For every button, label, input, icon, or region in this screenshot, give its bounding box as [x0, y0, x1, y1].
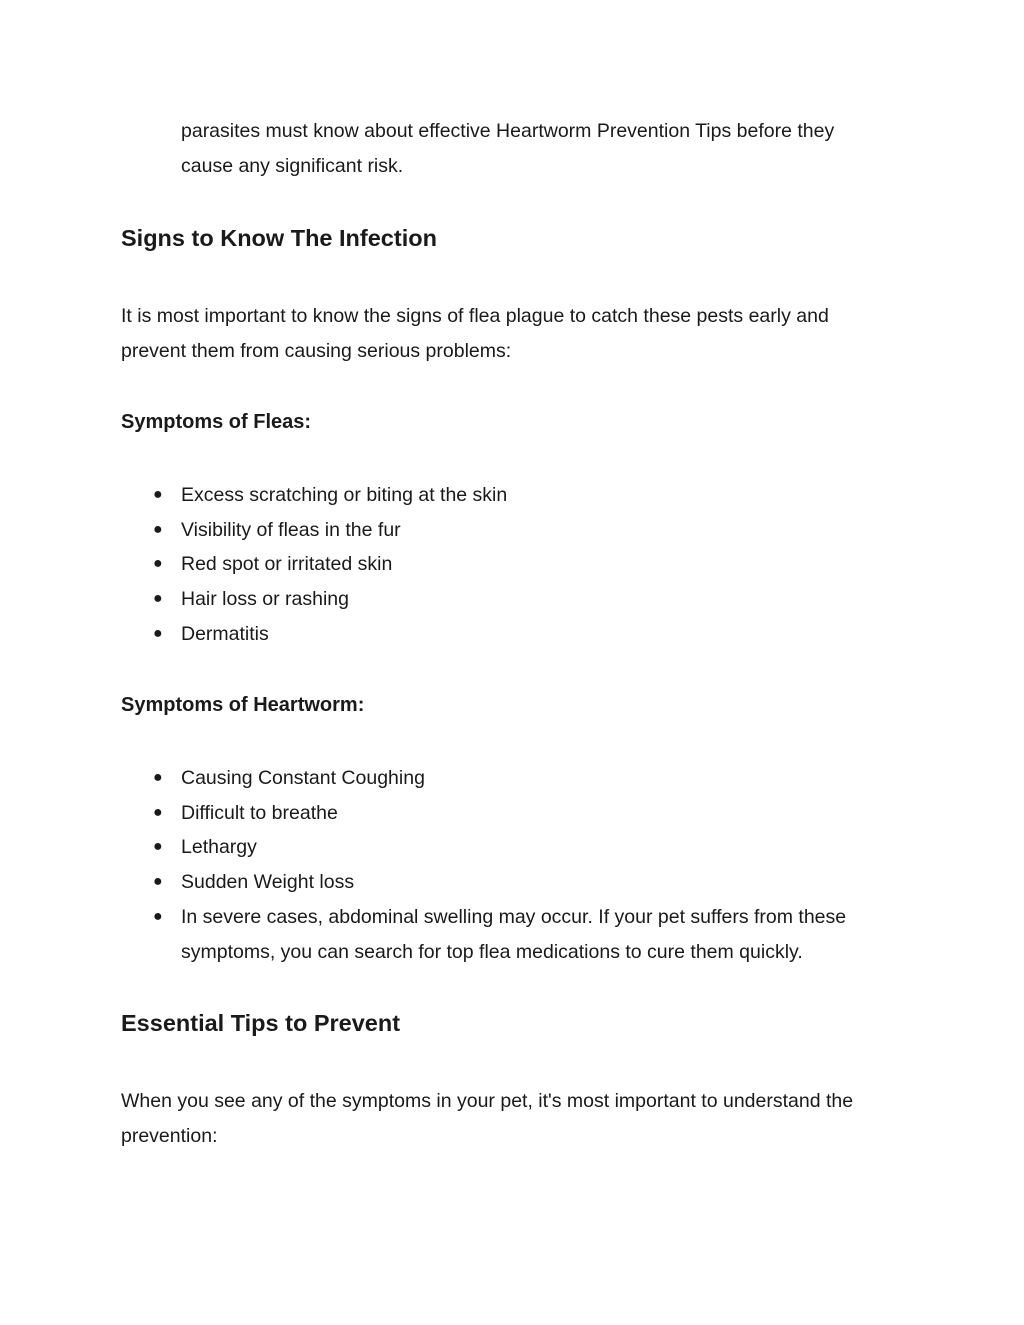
bullet-icon: ● [153, 624, 163, 642]
bullet-icon: ● [153, 838, 163, 856]
list-item: ● Red spot or irritated skin [121, 547, 901, 582]
bullet-icon: ● [153, 803, 163, 821]
list-item: ● Lethargy [121, 830, 881, 865]
list-item: ● Visibility of fleas in the fur [121, 513, 901, 548]
prevent-section-heading: Essential Tips to Prevent [121, 1010, 401, 1036]
prevent-section-paragraph: When you see any of the symptoms in your pet, it's most important to understand the prevention: [121, 1090, 854, 1147]
signs-section-paragraph: It is most important to know the signs of flea plague to catch these pests early and prevent them from causing serious problems: [121, 305, 829, 362]
bullet-icon: ● [153, 590, 163, 608]
bullet-icon: ● [153, 555, 163, 573]
fleas-symptoms-list [121, 478, 901, 652]
bullet-icon: ● [153, 907, 163, 925]
list-item: ● Hair loss or rashing [121, 582, 901, 617]
list-item: ● In severe cases, abdominal swelling may occur. If your pet suffers from these symptoms, you can search for top flea medications to cure them quickly. [121, 900, 881, 969]
list-item: ● Sudden Weight loss [121, 865, 881, 900]
fleas-symptoms-heading: Symptoms of Fleas: [121, 411, 312, 433]
list-item: ● Dermatitis [121, 617, 901, 652]
list-item: ● Causing Constant Coughing [121, 761, 881, 796]
bullet-icon: ● [153, 520, 163, 538]
bullet-icon: ● [153, 873, 163, 891]
list-item: ● Difficult to breathe [121, 796, 881, 831]
heartworm-symptoms-heading: Symptoms of Heartworm: [121, 694, 365, 716]
bullet-icon: ● [153, 486, 163, 503]
signs-section-heading: Signs to Know The Infection [121, 225, 437, 251]
bullet-icon: ● [153, 769, 163, 786]
list-item: ● Excess scratching or biting at the skin [121, 478, 901, 513]
intro-continuation-paragraph: parasites must know about effective Heartworm Prevention Tips before they cause any significant risk. [181, 120, 835, 177]
heartworm-symptoms-list [121, 761, 881, 969]
